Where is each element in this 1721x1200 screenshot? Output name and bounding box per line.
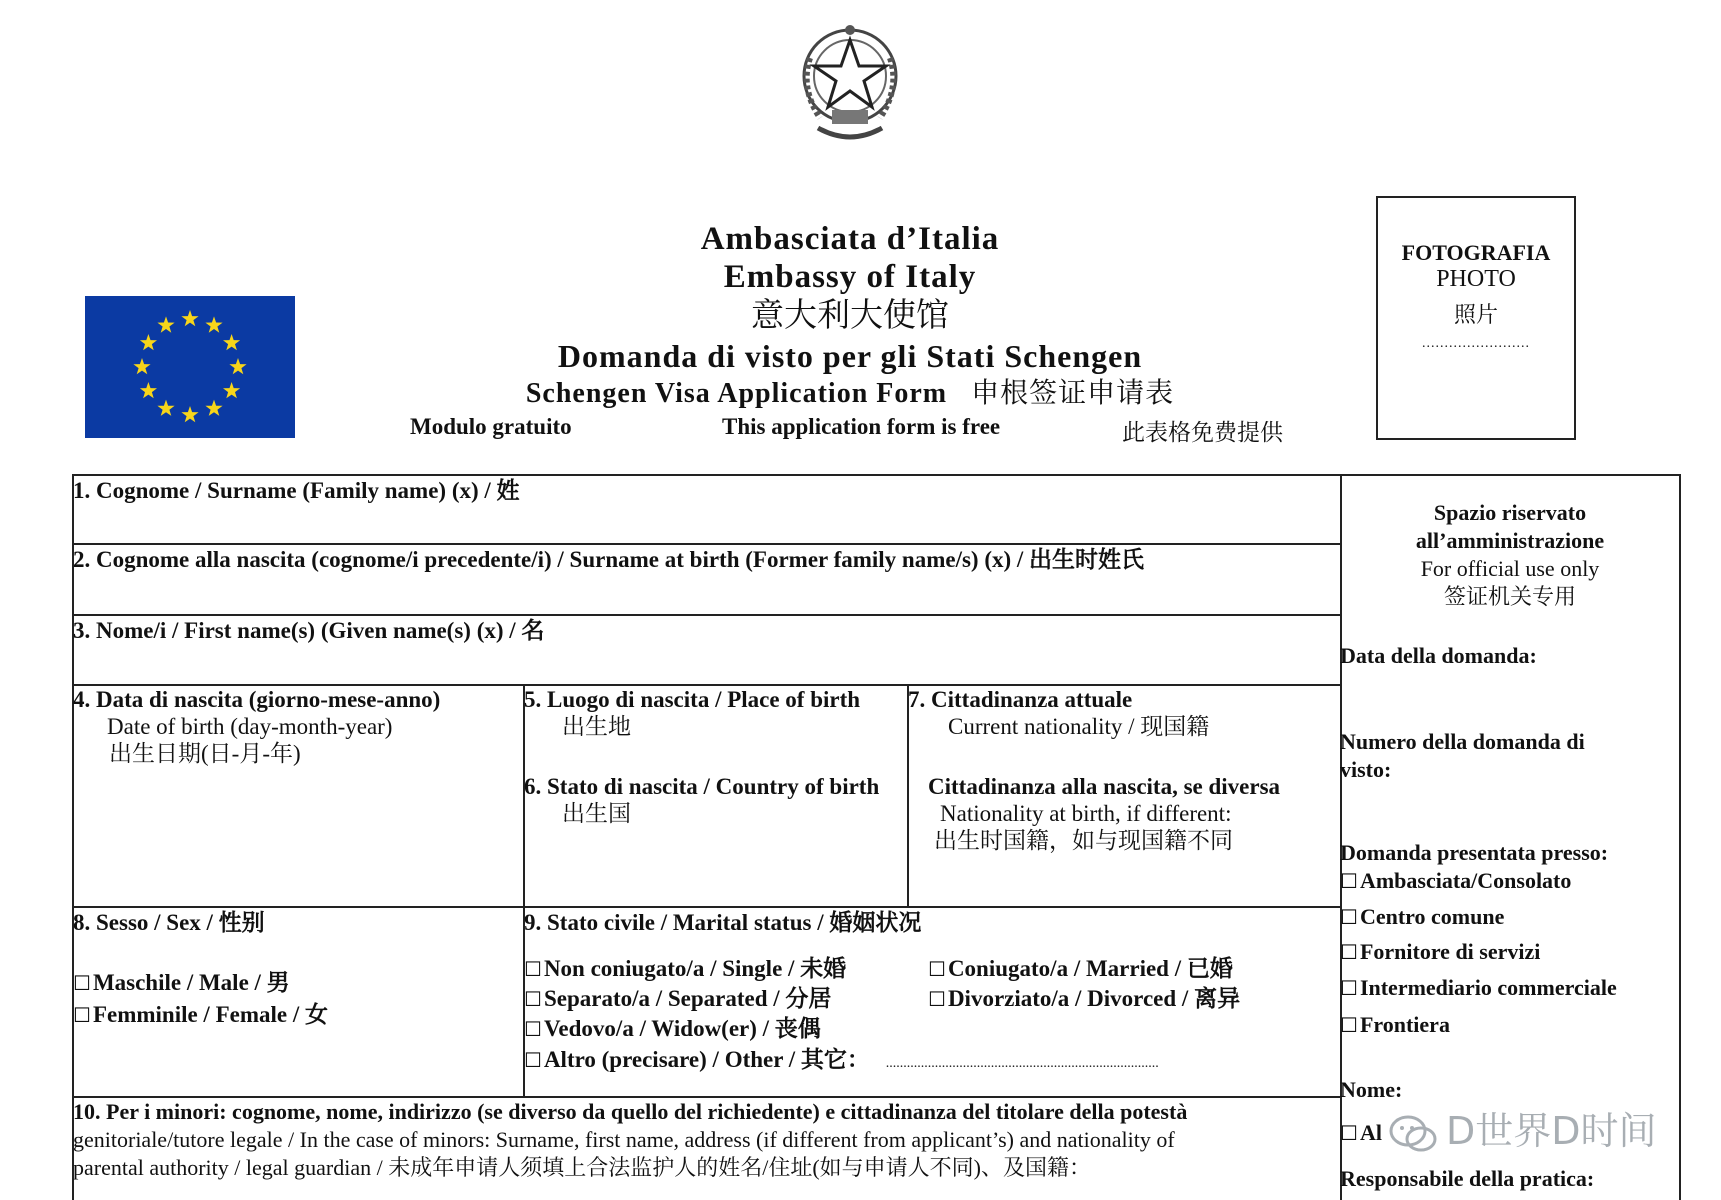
header <box>420 220 1280 412</box>
checkbox-female[interactable] <box>73 1001 328 1029</box>
field-9-label: 9. Stato civile / Marital status / 婚姻状况 <box>524 910 922 935</box>
form-title-it: Domanda di visto per gli Stati Schengen <box>557 338 1143 374</box>
official-opt3-label: Fornitore di servizi <box>1359 939 1541 964</box>
field-2-surname-at-birth[interactable] <box>73 546 1144 573</box>
official-opt-other[interactable] <box>1340 1120 1382 1146</box>
photo-dots: ........................ <box>1422 336 1530 351</box>
field-5-label: 5. Luogo di nascita / Place of birth <box>524 687 861 712</box>
eu-star-icon <box>205 400 222 416</box>
eu-star-icon <box>205 316 222 332</box>
grid-left-line <box>72 474 74 1200</box>
field-6-country-of-birth[interactable] <box>524 773 879 827</box>
checkbox-icon[interactable]: ☐ <box>1340 1121 1358 1145</box>
italian-emblem <box>790 18 910 153</box>
eu-star-icon <box>181 406 198 422</box>
field-4-label-zh: 出生日期(日-月-年) <box>109 741 301 766</box>
official-number-l1: Numero della domanda di <box>1340 729 1585 754</box>
official-opt2-label: Centro comune <box>1359 904 1505 929</box>
official-number-label <box>1340 728 1585 784</box>
eu-star-icon <box>140 382 157 398</box>
checkbox-icon[interactable]: ☐ <box>1340 905 1358 929</box>
field-5-label-zh: 出生地 <box>562 714 631 739</box>
field-4-date-of-birth[interactable] <box>73 686 440 767</box>
checkbox-widow-label: Vedovo/a / Widow(er) / 丧偶 <box>543 1016 821 1041</box>
field-4-label-en: Date of birth (day-month-year) <box>107 714 393 739</box>
eu-star-icon <box>229 358 246 374</box>
field-7-nationality[interactable] <box>908 686 1280 854</box>
eu-star-icon <box>181 310 198 326</box>
field-3-first-name[interactable] <box>73 617 544 644</box>
free-it: Modulo gratuito <box>410 414 572 439</box>
checkbox-single-label: Non coniugato/a / Single / 未婚 <box>543 956 847 981</box>
official-other-label: Al <box>1359 1120 1382 1145</box>
embassy-name-it: Ambasciata d’Italia <box>700 221 1000 257</box>
official-opt-border[interactable] <box>1340 1012 1450 1038</box>
checkbox-divorced-label: Divorziato/a / Divorced / 离异 <box>947 986 1241 1011</box>
checkbox-icon[interactable]: ☐ <box>524 1017 542 1041</box>
field-10-line-1: 10. Per i minori: cognome, nome, indirizzo (se diverso da quello del richiedente) e cittadinanza del titolare della potestà <box>73 1099 1188 1124</box>
checkbox-icon[interactable]: ☐ <box>1340 940 1358 964</box>
eu-star-icon <box>157 400 174 416</box>
eu-star-icon <box>223 382 240 398</box>
wechat-icon <box>1388 1113 1438 1155</box>
official-date-label: Data della domanda: <box>1340 643 1537 668</box>
official-h1: Spazio riservato <box>1433 500 1587 525</box>
official-opt-service-provider[interactable] <box>1340 939 1540 965</box>
photo-label-en: PHOTO <box>1436 266 1516 292</box>
checkbox-single[interactable] <box>524 955 846 983</box>
field-7-birth-nationality-label: Cittadinanza alla nascita, se diversa <box>928 774 1281 799</box>
grid-line <box>72 543 1340 545</box>
official-use-header <box>1342 499 1678 611</box>
official-h4: 签证机关专用 <box>1443 584 1576 609</box>
field-7-birth-nationality-zh: 出生时国籍，如与现国籍不同 <box>934 828 1233 853</box>
form-title-en: Schengen Visa Application Form <box>525 378 948 409</box>
embassy-name-en: Embassy of Italy <box>723 259 977 295</box>
field-1-surname[interactable] <box>73 477 520 504</box>
official-opt5-label: Frontiera <box>1359 1012 1450 1037</box>
checkbox-icon[interactable]: ☐ <box>1340 976 1358 1000</box>
field-9-marital-status <box>524 909 921 936</box>
photo-box <box>1376 196 1576 440</box>
field-6-label-zh: 出生国 <box>562 801 631 826</box>
official-opt-common-centre[interactable] <box>1340 904 1504 930</box>
grid-top-line <box>72 474 1680 476</box>
field-8-sex <box>73 909 265 936</box>
checkbox-separated[interactable] <box>524 985 831 1013</box>
checkbox-icon[interactable]: ☐ <box>73 971 91 995</box>
checkbox-icon[interactable]: ☐ <box>928 987 946 1011</box>
checkbox-widow[interactable] <box>524 1015 821 1043</box>
grid-line <box>72 906 1340 908</box>
field-4-label-it: 4. Data di nascita (giorno-mese-anno) <box>73 687 441 712</box>
grid-right-line <box>1679 474 1681 1200</box>
checkbox-divorced[interactable] <box>928 985 1240 1013</box>
checkbox-icon[interactable]: ☐ <box>524 957 542 981</box>
field-6-label: 6. Stato di nascita / Country of birth <box>524 774 880 799</box>
free-en: This application form is free <box>722 414 1001 439</box>
field-2-label: 2. Cognome alla nascita (cognome/i precedente/i) / Surname at birth (Former family name/s) (x) / 出生时姓氏 <box>73 547 1145 572</box>
official-opt4-label: Intermediario commerciale <box>1359 975 1617 1000</box>
field-8-label: 8. Sesso / Sex / 性别 <box>73 910 265 935</box>
checkbox-icon[interactable]: ☐ <box>1340 869 1358 893</box>
watermark <box>1388 1100 1688 1160</box>
official-h3: For official use only <box>1420 556 1600 581</box>
photo-label-zh: 照片 <box>1453 302 1498 327</box>
eu-star-icon <box>157 316 174 332</box>
free-zh: 此表格免费提供 <box>1122 420 1283 445</box>
eu-star-icon <box>223 334 240 350</box>
field-5-place-of-birth[interactable] <box>524 686 860 740</box>
checkbox-married[interactable] <box>928 955 1233 983</box>
grid-line <box>72 614 1340 616</box>
official-h2: all’amministrazione <box>1415 528 1605 553</box>
checkbox-icon[interactable]: ☐ <box>524 987 542 1011</box>
field-7-label-en: Current nationality / 现国籍 <box>948 714 1210 739</box>
field-3-label: 3. Nome/i / First name(s) (Given name(s) (x) / 名 <box>73 618 545 643</box>
field-7-label: 7. Cittadinanza attuale <box>908 687 1133 712</box>
watermark-text: D世界D时间 <box>1446 1109 1657 1153</box>
eu-flag <box>85 296 295 438</box>
form-title-zh: 申根签证申请表 <box>971 378 1175 409</box>
checkbox-female-label: Femminile / Female / 女 <box>92 1002 328 1027</box>
checkbox-icon[interactable]: ☐ <box>524 1048 542 1072</box>
official-name-label: Nome: <box>1340 1077 1403 1102</box>
checkbox-male[interactable] <box>73 969 290 997</box>
free-notice <box>400 414 1320 444</box>
official-lodged-label: Domanda presentata presso: <box>1340 840 1609 865</box>
checkbox-married-label: Coniugato/a / Married / 已婚 <box>947 956 1233 981</box>
embassy-name-zh: 意大利大使馆 <box>751 298 949 334</box>
eu-star-icon <box>140 334 157 350</box>
official-opt1-label: Ambasciata/Consolato <box>1359 868 1572 893</box>
field-10-line-2: genitoriale/tutore legale / In the case of minors: Surname, first name, address (if different from applicant’s) and nationality of <box>73 1127 1175 1152</box>
field-7-birth-nationality-en: Nationality at birth, if different: <box>940 801 1232 826</box>
eu-star-icon <box>133 358 150 374</box>
official-number-l2: visto: <box>1340 757 1392 782</box>
checkbox-icon[interactable]: ☐ <box>928 957 946 981</box>
checkbox-male-label: Maschile / Male / 男 <box>92 970 290 995</box>
field-10-minors[interactable] <box>73 1098 1187 1182</box>
checkbox-separated-label: Separato/a / Separated / 分居 <box>543 986 832 1011</box>
form-title-en-zh <box>420 376 1280 412</box>
official-opt-embassy[interactable] <box>1340 868 1571 894</box>
checkbox-other-label: Altro (precisare) / Other / 其它： <box>543 1047 870 1072</box>
official-responsible-label: Responsabile della pratica: <box>1340 1166 1595 1191</box>
other-fill-line[interactable]: .............................................................................. <box>885 1056 1159 1071</box>
checkbox-icon[interactable]: ☐ <box>1340 1013 1358 1037</box>
checkbox-other[interactable] <box>524 1046 1159 1077</box>
field-10-line-3: parental authority / legal guardian / 未成年申请人须填上合法监护人的姓名/住址(如与申请人不同)、及国籍： <box>73 1155 1091 1180</box>
photo-label-it: FOTOGRAFIA <box>1401 240 1551 265</box>
official-opt-commercial[interactable] <box>1340 975 1617 1001</box>
checkbox-icon[interactable]: ☐ <box>73 1003 91 1027</box>
field-1-label: 1. Cognome / Surname (Family name) (x) / 姓 <box>73 478 520 503</box>
